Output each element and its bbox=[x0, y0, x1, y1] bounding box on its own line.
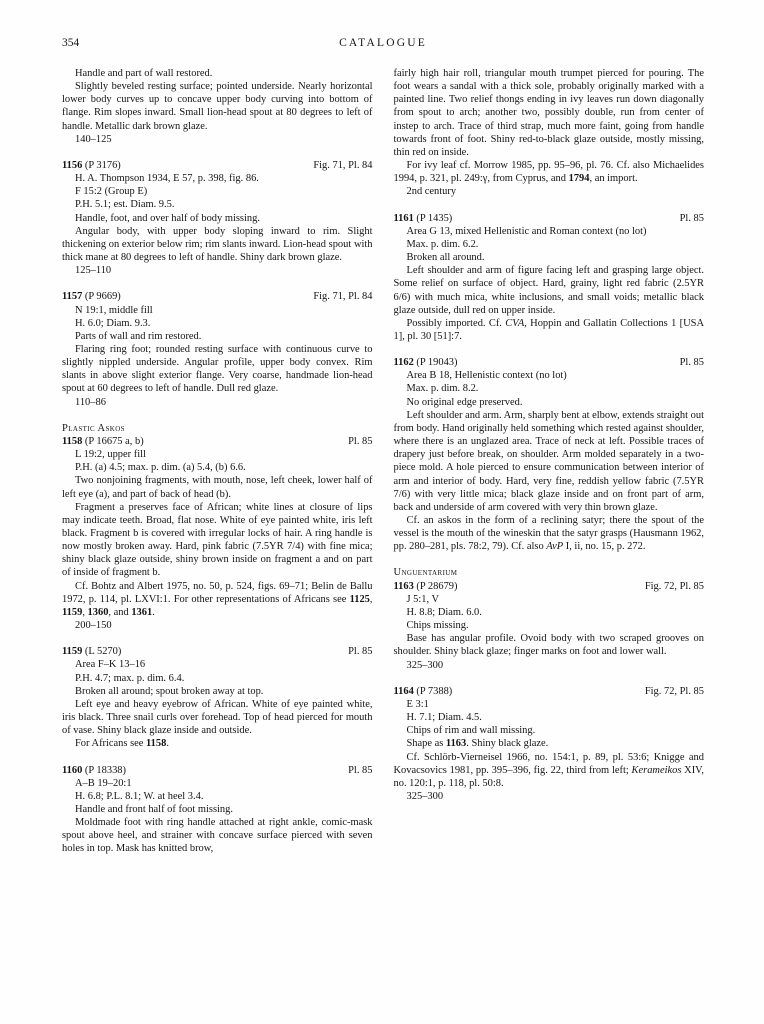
paragraph bbox=[62, 330, 373, 343]
bold-text: 1159 bbox=[62, 606, 83, 618]
text-run: , and bbox=[108, 606, 132, 618]
catalogue-number: 1164 bbox=[393, 685, 414, 697]
text-run: H. 8.8; Diam. 6.0. bbox=[406, 606, 482, 618]
text-run: A–B 19–20:1 bbox=[75, 777, 132, 789]
text-run: 325–300 bbox=[406, 790, 444, 802]
catalogue-number: 1157 bbox=[62, 291, 83, 303]
text-run: 125–110 bbox=[75, 265, 112, 277]
entry-heading bbox=[62, 290, 373, 303]
paragraph bbox=[62, 133, 373, 146]
text-run: Parts of wall and rim restored. bbox=[75, 330, 202, 342]
entry-id: 1162 (P 19043) bbox=[393, 357, 458, 369]
paragraph bbox=[394, 238, 705, 251]
text-run: Flaring ring foot; rounded resting surface with continuous curve to slightly nippled underside. Angular profile, upper body convex. Rim slants in above slight exterior flange. Very coarse, handmade lion-head spout at 60 degrees to left of handle. Dull red glaze. bbox=[62, 343, 373, 395]
paragraph bbox=[394, 409, 705, 514]
text-run: . Shiny black glaze. bbox=[466, 738, 549, 750]
entry-heading bbox=[394, 685, 705, 698]
paragraph bbox=[62, 80, 373, 133]
paragraph bbox=[62, 619, 373, 632]
entry-heading bbox=[394, 212, 705, 225]
entry-heading bbox=[394, 580, 705, 593]
paragraph bbox=[394, 711, 705, 724]
text-run: fairly high hair roll, triangular mouth trumpet pierced for pouring. The foot wears a sandal with a thick sole, probably originally marked with a painted line. Two relief thongs ending in ivy leaves run down diagonally from spout to arch; another two, possibly double, run from center of instep to arch. Trace of third strap, much more faint, going from handle towards front of foot. Shiny red-to-black glaze outside, mostly missing, thin red on inside. bbox=[393, 68, 704, 158]
paragraph bbox=[394, 514, 705, 553]
figure-plate-ref: Fig. 71, Pl. 84 bbox=[313, 291, 373, 303]
paragraph bbox=[62, 816, 373, 855]
text-run: Possibly imported. Cf. bbox=[406, 317, 506, 329]
figure-plate-ref: Pl. 85 bbox=[679, 212, 704, 224]
paragraph bbox=[394, 632, 705, 658]
entry-id: 1161 (P 1435) bbox=[393, 212, 453, 224]
paragraph bbox=[62, 461, 373, 474]
text-run: . bbox=[152, 606, 155, 618]
text-run: L 19:2, upper fill bbox=[75, 449, 146, 461]
paragraph bbox=[62, 264, 373, 277]
entry-heading bbox=[62, 645, 373, 658]
italic-text: Kerameikos bbox=[631, 764, 682, 776]
text-run: Chips of rim and wall missing. bbox=[406, 725, 536, 737]
paragraph bbox=[62, 803, 373, 816]
paragraph bbox=[62, 580, 373, 619]
text-run: Broken all around. bbox=[406, 252, 485, 264]
paragraph bbox=[62, 225, 373, 264]
text-run: Angular body, with upper body sloping inward to rim. Slight thickening on exterior below rim; rim slants inward. Lion-head spout with thick mane at 80 degrees to left of handle. Shiny dark brown glaze. bbox=[62, 225, 373, 264]
figure-plate-ref: Fig. 71, Pl. 84 bbox=[313, 159, 373, 171]
figure-plate-ref: Pl. 85 bbox=[348, 646, 373, 658]
italic-text: AvP bbox=[546, 541, 564, 553]
text-run: Handle, foot, and over half of body missing. bbox=[75, 212, 260, 224]
text-run: Handle and part of wall restored. bbox=[75, 68, 213, 79]
entry-id: 1163 (P 28679) bbox=[393, 580, 458, 592]
text-run: Base has angular profile. Ovoid body with two scraped grooves on shoulder. Shiny black glaze; finger marks on foot and lower wall. bbox=[393, 633, 704, 658]
entry-id: 1157 (P 9669) bbox=[62, 291, 121, 303]
paragraph bbox=[62, 212, 373, 225]
text-run: H. A. Thompson 1934, E 57, p. 398, fig. 86. bbox=[75, 173, 259, 185]
text-run: . bbox=[166, 738, 169, 750]
right-column bbox=[394, 67, 705, 856]
paragraph bbox=[394, 251, 705, 264]
paragraph bbox=[62, 672, 373, 685]
text-run: 325–300 bbox=[406, 659, 444, 671]
paragraph bbox=[62, 343, 373, 396]
text-run: F 15:2 (Group E) bbox=[75, 186, 148, 198]
paragraph bbox=[394, 790, 705, 803]
bold-text: 1361 bbox=[131, 606, 153, 618]
text-run: 110–86 bbox=[75, 396, 106, 408]
bold-text: 1360 bbox=[87, 606, 109, 618]
paragraph bbox=[394, 317, 705, 343]
text-run: Moldmade foot with ring handle attached at right ankle, comic-mask spout above heel, and strainer with concave surface pierced with seven holes in top. Mask has knitted brow, bbox=[62, 817, 373, 855]
text-run: H. 6.8; P.L. 8.1; W. at heel 3.4. bbox=[75, 790, 204, 802]
paragraph bbox=[62, 304, 373, 317]
text-run: No original edge preserved. bbox=[406, 396, 523, 408]
text-run: E 3:1 bbox=[406, 698, 429, 710]
text-run: Chips missing. bbox=[406, 620, 469, 632]
text-run: Cf. Schlörb-Vierneisel 1966, no. 154:1, p. 89, pl. 53:6; Knigge and Kovacsovics 1981, pp. 395–396, fig. 22, third from left; bbox=[393, 751, 704, 776]
text-run: P.H. 5.1; est. Diam. 9.5. bbox=[75, 199, 175, 211]
paragraph bbox=[394, 369, 705, 382]
paragraph bbox=[394, 185, 705, 198]
text-run: P.H. (a) 4.5; max. p. dim. (a) 5.4, (b) 6.6. bbox=[75, 462, 246, 474]
text-run: H. 6.0; Diam. 9.3. bbox=[75, 317, 151, 329]
paragraph bbox=[62, 448, 373, 461]
entry-heading bbox=[62, 435, 373, 448]
entry-heading bbox=[62, 764, 373, 777]
paragraph bbox=[394, 159, 705, 185]
text-run: Shape as bbox=[406, 738, 446, 750]
paragraph bbox=[62, 685, 373, 698]
paragraph bbox=[62, 396, 373, 409]
page-number: 354 bbox=[62, 37, 80, 49]
text-run: Cf. Bohtz and Albert 1975, no. 50, p. 524, figs. 69–71; Belin de Ballu 1972, p. 114, pl. LXVI:1. For other representations of Africans see bbox=[62, 580, 373, 605]
text-columns bbox=[62, 67, 704, 856]
text-run: Area B 18, Hellenistic context (no lot) bbox=[406, 370, 567, 382]
paragraph bbox=[394, 67, 705, 159]
text-run: H. 7.1; Diam. 4.5. bbox=[406, 712, 482, 724]
paragraph bbox=[394, 659, 705, 672]
text-run: Max. p. dim. 6.2. bbox=[406, 238, 479, 250]
text-run: Cf. an askos in the form of a reclining satyr; there the spout of the vessel is the mouth of the wineskin that the satyr grasps (Hausmann 1962, pp. 280–281, pls. 78:2, 79). Cf. also bbox=[393, 515, 704, 553]
text-run: XIV, no. 120:1, p. 118, pl. 50:8. bbox=[393, 764, 704, 789]
text-run: Area F–K 13–16 bbox=[75, 659, 146, 671]
text-run: Handle and front half of foot missing. bbox=[75, 803, 233, 815]
paragraph bbox=[394, 593, 705, 606]
paragraph bbox=[394, 382, 705, 395]
text-run: J 5:1, V bbox=[406, 593, 440, 605]
text-run: Slightly beveled resting surface; pointed underside. Nearly horizontal lower body curves up to concave upper body curving into bottom of flange. Rim slopes inward. Small lion-head spout at 80 degrees to left of handle. Metallic dark brown glaze. bbox=[62, 81, 373, 132]
paragraph bbox=[62, 698, 373, 737]
entry-heading bbox=[394, 356, 705, 369]
text-run: , an import. bbox=[589, 173, 638, 185]
figure-plate-ref: Pl. 85 bbox=[679, 357, 704, 369]
text-run: For ivy leaf cf. Morrow 1985, pp. 95–96, pl. 76. Cf. also Michaelides 1994, p. 321, pl. 249:γ, from Cyprus, and bbox=[393, 160, 704, 185]
paragraph bbox=[62, 658, 373, 671]
text-run: 140–125 bbox=[75, 133, 112, 145]
text-run: 200–150 bbox=[75, 620, 112, 632]
figure-plate-ref: Fig. 72, Pl. 85 bbox=[644, 580, 704, 592]
italic-text: CVA bbox=[505, 317, 525, 329]
bold-text: 1158 bbox=[146, 738, 167, 750]
catalogue-number: 1163 bbox=[393, 580, 414, 592]
entry-id: 1158 (P 16675 a, b) bbox=[62, 435, 144, 447]
paragraph bbox=[62, 790, 373, 803]
entry-id: 1156 (P 3176) bbox=[62, 159, 121, 171]
text-run: Broken all around; spout broken away at top. bbox=[75, 685, 264, 697]
text-run: Left shoulder and arm. Arm, sharply bent at elbow, extends straight out from body. Hand originally held something which rested against shoulder, where there is an unglazed area. Trace of neck at left. Possible traces of drapery just before break, on shoulder. Arm molded separately in a two-piece mold. A hole pierced to ensure communication between interior of arm and interior of body. Hard, very fine, reddish yellow fabric (7.5YR 7/6) with very little mica; black glaze inside and on front part of arm, back and underside of arm covered with very thin brown glaze. bbox=[393, 409, 704, 513]
entry-id: 1164 (P 7388) bbox=[393, 685, 453, 697]
text-run: N 19:1, middle fill bbox=[75, 304, 153, 316]
running-title: CATALOGUE bbox=[339, 37, 427, 49]
figure-plate-ref: Fig. 72, Pl. 85 bbox=[644, 685, 704, 697]
catalogue-number: 1162 bbox=[393, 357, 414, 369]
paragraph bbox=[394, 396, 705, 409]
bold-text: 1125 bbox=[349, 593, 370, 605]
paragraph bbox=[62, 777, 373, 790]
section-heading: Plastic Askos bbox=[62, 422, 125, 434]
paragraph bbox=[62, 172, 373, 185]
text-run: Max. p. dim. 8.2. bbox=[406, 383, 479, 395]
entry-heading bbox=[62, 159, 373, 172]
entry-id: 1159 (L 5270) bbox=[62, 646, 122, 658]
paragraph bbox=[394, 264, 705, 317]
entry-id: 1160 (P 18338) bbox=[62, 764, 126, 776]
section-heading: Unguentarium bbox=[393, 567, 458, 579]
paragraph bbox=[394, 724, 705, 737]
text-run: Two nonjoining fragments, with mouth, nose, left cheek, lower half of left eye (a), and part of back of head (b). bbox=[62, 475, 373, 500]
text-run: I, ii, no. 15, p. 272. bbox=[563, 541, 646, 553]
paragraph bbox=[62, 501, 373, 580]
text-run: 2nd century bbox=[406, 186, 457, 198]
text-run: P.H. 4.7; max. p. dim. 6.4. bbox=[75, 672, 185, 684]
paragraph bbox=[394, 225, 705, 238]
text-run: , Hoppin and Gallatin Collections 1 [USA 1], pl. 30 [51]:7. bbox=[393, 317, 704, 342]
page-header bbox=[62, 37, 704, 53]
bold-text: 1794 bbox=[568, 173, 590, 185]
figure-plate-ref: Pl. 85 bbox=[348, 435, 373, 447]
catalogue-number: 1159 bbox=[62, 646, 83, 658]
text-run: , bbox=[369, 593, 373, 605]
paragraph bbox=[62, 185, 373, 198]
paragraph bbox=[394, 737, 705, 750]
catalogue-number: 1160 bbox=[62, 764, 83, 776]
text-run: Left eye and heavy eyebrow of African. White of eye painted white, iris black. Three snail curls over forehead. Top of head pierced for mouth of vase. Shiny black glaze inside and outside. bbox=[62, 698, 373, 737]
paragraph bbox=[62, 474, 373, 500]
paragraph bbox=[62, 67, 373, 80]
paragraph bbox=[394, 619, 705, 632]
left-column bbox=[62, 67, 373, 856]
paragraph bbox=[62, 317, 373, 330]
paragraph bbox=[62, 198, 373, 211]
text-run: , bbox=[82, 606, 88, 618]
text-run: Area G 13, mixed Hellenistic and Roman context (no lot) bbox=[406, 225, 647, 237]
paragraph bbox=[394, 751, 705, 790]
catalogue-number: 1161 bbox=[393, 212, 414, 224]
paragraph bbox=[62, 737, 373, 750]
text-run: Fragment a preserves face of African; white lines at closure of lips may indicate teeth. Broad, flat nose. White of eye painted white, iris left black. Fragment b is covered with irregular locks of hair. A ring handle is now mostly broken away. Hard, pink fabric (7.5YR 7/4) with fine mica; shiny black glaze outside, shiny brown inside on fragment a and on part of inside of fragment b. bbox=[62, 501, 373, 579]
paragraph bbox=[394, 606, 705, 619]
figure-plate-ref: Pl. 85 bbox=[348, 764, 373, 776]
text-run: Left shoulder and arm of figure facing left and grasping large object. Some relief on surface of object. Hard, grainy, light red fabric (2.5YR 6/6) with much mica, white inclusions, and small voids; metallic black glaze outside, dull red on upper inside. bbox=[393, 265, 704, 316]
catalogue-number: 1156 bbox=[62, 159, 83, 171]
text-run: For Africans see bbox=[75, 738, 147, 750]
catalogue-number: 1158 bbox=[62, 435, 83, 447]
paragraph bbox=[394, 698, 705, 711]
bold-text: 1163 bbox=[445, 738, 467, 750]
